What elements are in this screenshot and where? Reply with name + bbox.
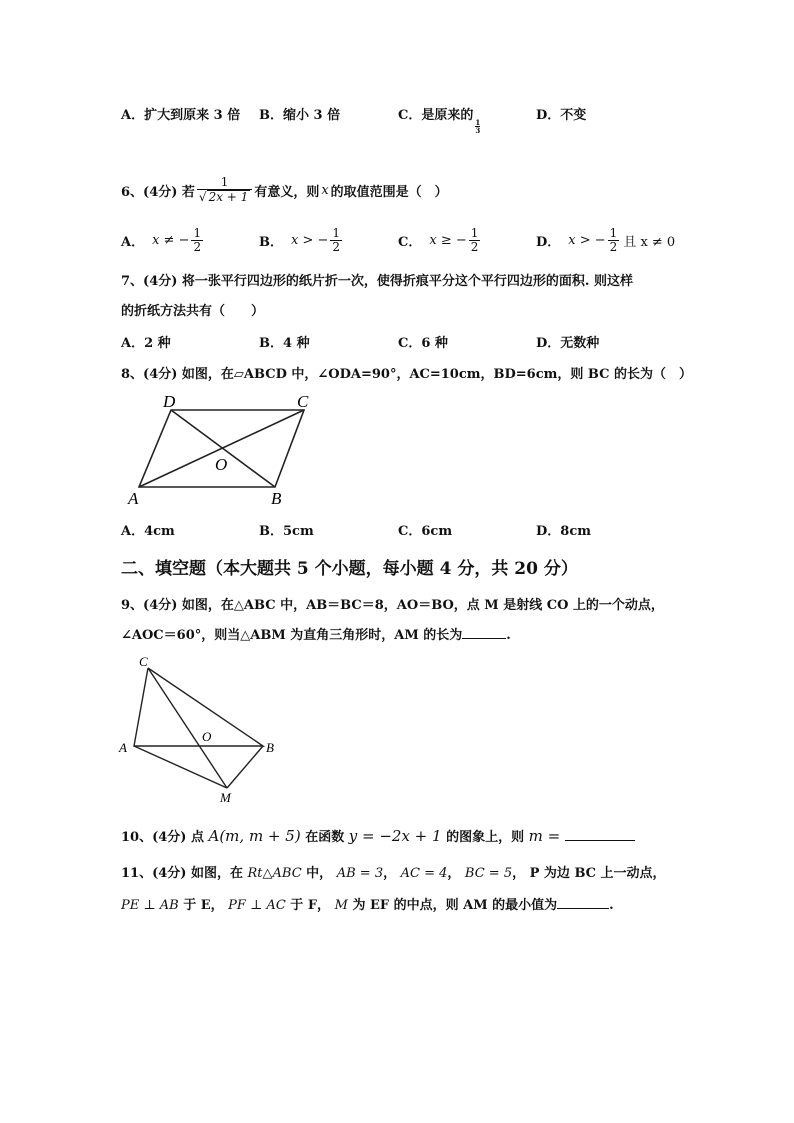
- label-o: O: [202, 729, 212, 744]
- fraction-denominator: 2: [609, 239, 618, 254]
- q8-stem: 8、(4分) 如图，在▱ABCD 中，∠ODA=90°，AC=10cm，BD=6cm，则 BC 的长为（ ）: [121, 367, 693, 382]
- option-letter: B．: [259, 234, 283, 250]
- label-o: O: [215, 455, 228, 474]
- option-fraction: [330, 227, 342, 254]
- q11-pe-tail: 于 E，: [183, 898, 224, 913]
- q5-option-a: [121, 104, 240, 123]
- q7-option-b: [259, 332, 310, 351]
- option-letter: D．: [536, 524, 561, 539]
- q11-prefix: 11、(4分) 如图，在: [121, 866, 243, 881]
- option-expr: x ≥ −: [429, 232, 467, 248]
- q11-answer-blank[interactable]: [557, 908, 609, 909]
- fraction-numerator: 1: [475, 118, 481, 127]
- q6-suffix: 有意义，则: [254, 184, 320, 200]
- q6-stem: [121, 170, 448, 210]
- option-expr: x ≠ −: [152, 232, 190, 248]
- q6-fraction: [197, 176, 252, 204]
- option-letter: C．: [398, 234, 422, 250]
- q11-ac: AC = 4: [400, 866, 448, 881]
- option-letter: A．: [121, 234, 145, 250]
- q6-option-d: [536, 222, 675, 258]
- option-text: 6 种: [421, 336, 448, 351]
- fraction-denominator: 2: [470, 239, 479, 254]
- option-letter: D．: [536, 234, 561, 250]
- option-text: 6cm: [421, 524, 453, 539]
- q5-option-b: [259, 104, 340, 123]
- q7-stem-line1: 7、(4分) 将一张平行四边形的纸片折一次，使得折痕平分这个平行四边形的面积. 则这样: [121, 274, 633, 289]
- diagonal-bd: [171, 410, 275, 487]
- q6-suffix2: 的取值范围是（ ）: [330, 184, 448, 200]
- option-text: 扩大到原来 3 倍: [144, 108, 241, 123]
- label-c: C: [297, 392, 309, 411]
- option-letter: B．: [259, 336, 283, 351]
- option-letter: B．: [259, 108, 283, 123]
- label-d: D: [163, 392, 176, 411]
- label-b: B: [266, 740, 274, 755]
- option-fraction: [191, 227, 203, 254]
- q7-option-a: [121, 332, 171, 351]
- q11-bc: BC = 5: [464, 866, 513, 881]
- q11-stem-line1: 11、(4分) 如图，在 Rt△ABC 中， AB = 3， AC = 4， BC = 5， P 为边 BC 上一动点，: [121, 866, 666, 881]
- label-c: C: [139, 654, 148, 669]
- option-letter: A．: [121, 108, 145, 123]
- q6-variable: x: [321, 182, 329, 198]
- option-letter: C．: [398, 336, 422, 351]
- q11-m-tail: 为 EF 的中点，则 AM 的最小值为: [352, 898, 558, 913]
- label-a: A: [119, 740, 127, 755]
- fraction-numerator: 1: [609, 225, 618, 240]
- option-text: 8cm: [560, 524, 591, 539]
- triangle-abc: [134, 668, 263, 746]
- q9-stem-line1: 9、(4分) 如图，在△ABC 中，AB＝BC＝8，AO＝BO，点 M 是射线 CO 上的一个动点，: [121, 598, 664, 613]
- q11-end: .: [609, 898, 614, 913]
- q10-tail: 的图象上，则: [446, 830, 525, 845]
- q9-stem-line2: [121, 624, 511, 643]
- q7-stem-line2: 的折纸方法共有（ ）: [121, 304, 265, 319]
- q6-option-c: [398, 222, 482, 258]
- q10-mid: 在函数: [305, 830, 345, 845]
- option-letter: A．: [121, 524, 145, 539]
- q11-pe: PE ⊥ AB: [121, 898, 179, 913]
- fraction-numerator: 1: [470, 225, 479, 240]
- option-letter: D．: [536, 336, 561, 351]
- q11-pf: PF ⊥ AC: [228, 898, 286, 913]
- fraction-numerator: 1: [193, 225, 202, 240]
- q6-prefix: 6、(4分) 若: [121, 184, 195, 200]
- section-title-fill-in: 二、填空题（本大题共 5 个小题，每小题 4 分，共 20 分）: [121, 559, 578, 579]
- q8-option-b: [259, 520, 314, 539]
- option-expr: x > −: [568, 232, 606, 248]
- option-letter: A．: [121, 336, 145, 351]
- q9-line2-text: ∠AOC＝60°，则当△ABM 为直角三角形时，AM 的长为: [121, 628, 463, 643]
- label-b: B: [271, 489, 282, 508]
- q8-figure-parallelogram: [125, 390, 325, 510]
- fraction-numerator: 1: [332, 225, 341, 240]
- option-text: 是原来的: [421, 108, 474, 123]
- q9-figure-triangle: [114, 652, 284, 806]
- q10-prefix: 10、(4分) 点: [121, 830, 204, 845]
- q9-answer-blank[interactable]: [462, 638, 506, 639]
- q5-fraction: [475, 119, 480, 134]
- q7-option-d: [536, 332, 599, 351]
- radicand: 2x + 1: [208, 190, 249, 204]
- q11-triangle: Rt△ABC: [247, 866, 302, 881]
- q10-function: y = −2x + 1: [348, 827, 442, 845]
- fraction-denominator: 2: [332, 239, 341, 254]
- fraction-denominator: 3: [475, 126, 481, 135]
- q7-option-c: [398, 332, 448, 351]
- q11-line1-tail: P 为边 BC 上一动点，: [529, 866, 666, 881]
- option-text: 5cm: [283, 524, 314, 539]
- q10-stem: [121, 826, 635, 845]
- option-fraction: [469, 227, 481, 254]
- option-text: 4cm: [144, 524, 175, 539]
- q11-pf-tail: 于 F，: [290, 898, 331, 913]
- option-letter: B．: [259, 524, 283, 539]
- fraction-denominator: √ 2x + 1: [198, 190, 249, 204]
- option-fraction: [608, 227, 620, 254]
- q11-m: M: [334, 898, 348, 913]
- q9-line2-end: .: [506, 628, 511, 643]
- option-text: 不变: [560, 108, 587, 123]
- q6-option-a: [121, 222, 205, 258]
- fraction-denominator: 2: [193, 239, 202, 254]
- q10-variable: m =: [528, 827, 561, 845]
- label-a: A: [128, 489, 139, 508]
- q8-option-a: [121, 520, 175, 539]
- option-text: 无数种: [560, 336, 600, 351]
- q10-point: A(m, m + 5): [208, 827, 301, 845]
- fraction-numerator: 1: [197, 176, 252, 190]
- option-letter: D．: [536, 108, 561, 123]
- option-expr: x > −: [291, 232, 329, 248]
- label-m: M: [220, 790, 231, 805]
- q11-stem-line2: [121, 894, 614, 913]
- q5-option-c: [398, 104, 480, 134]
- option-letter: C．: [398, 524, 422, 539]
- option-text: 2 种: [144, 336, 171, 351]
- q11-ab: AB = 3: [336, 866, 384, 881]
- q6-option-b: [259, 222, 344, 258]
- option-text: 4 种: [283, 336, 310, 351]
- q10-answer-blank[interactable]: [565, 840, 635, 841]
- q8-option-c: [398, 520, 452, 539]
- q11-mid: 中，: [306, 866, 333, 881]
- option-letter: C．: [398, 108, 422, 123]
- option-text: 缩小 3 倍: [283, 108, 341, 123]
- q8-option-d: [536, 520, 591, 539]
- q5-option-d: [536, 104, 586, 123]
- segment-bm: [227, 746, 263, 788]
- option-tail: 且 x ≠ 0: [623, 234, 676, 250]
